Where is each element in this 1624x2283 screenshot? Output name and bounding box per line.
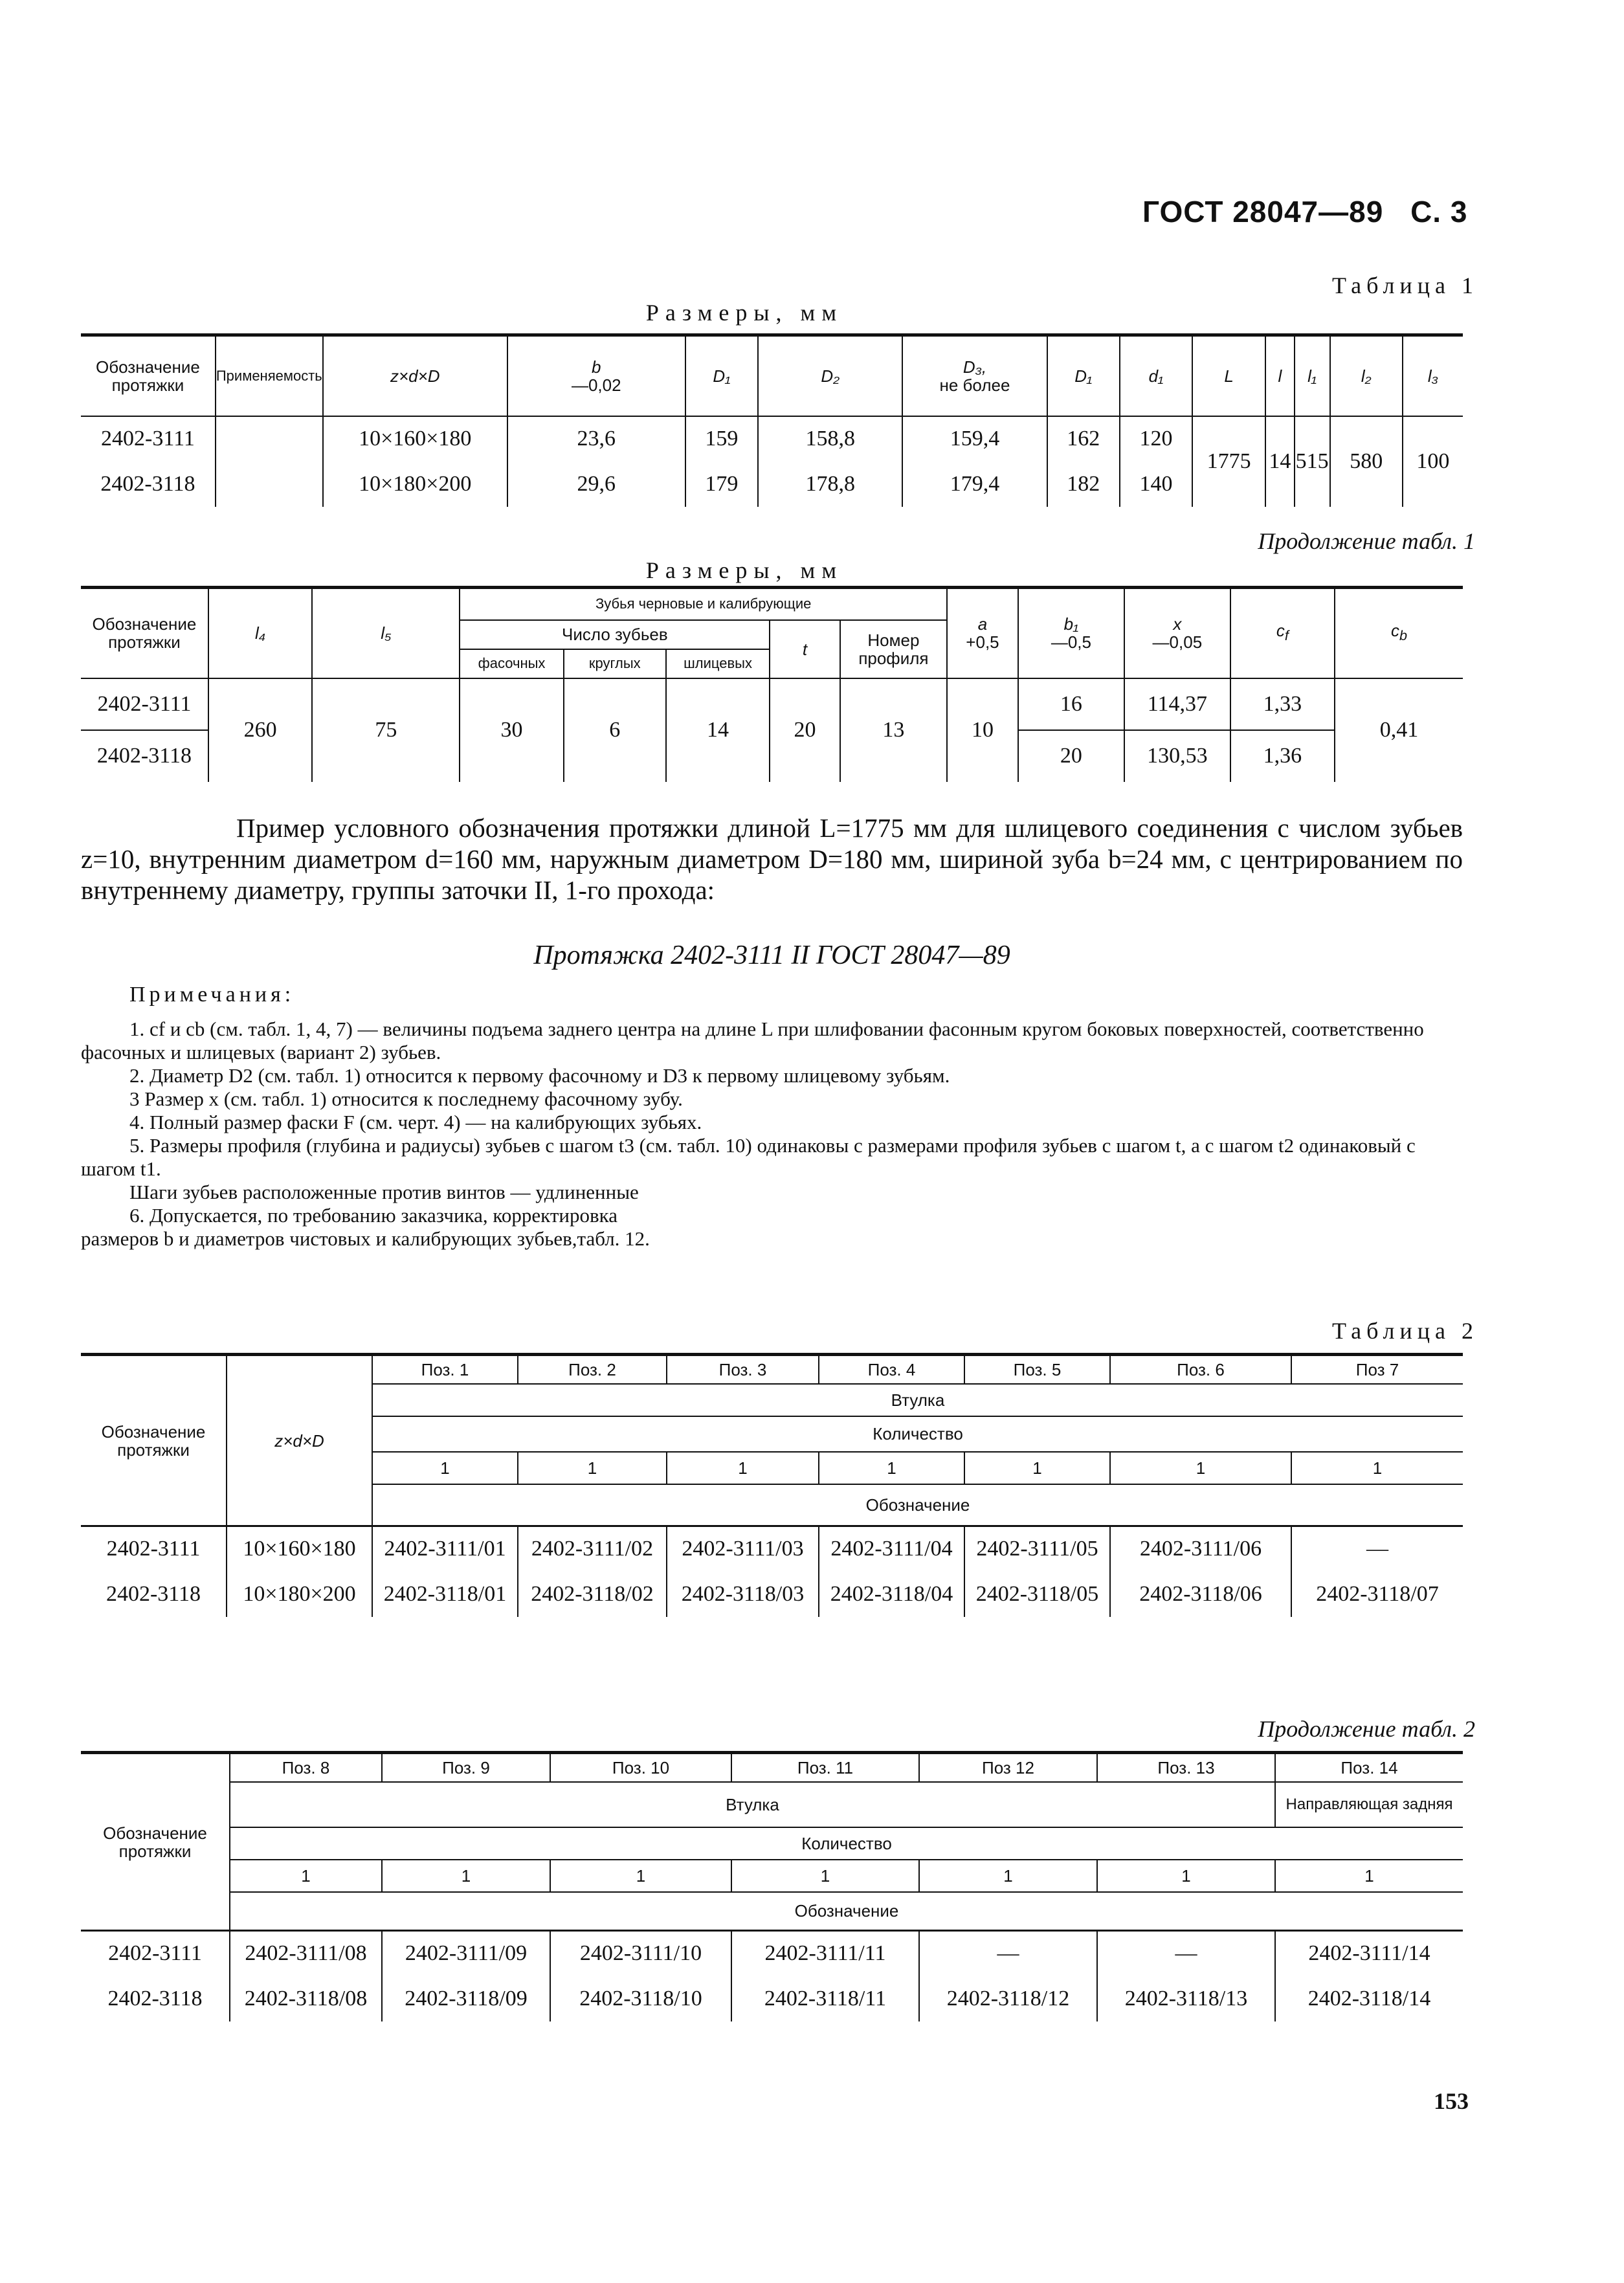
t1-h-D3: D₃, не более xyxy=(902,335,1047,416)
table2-cont xyxy=(81,1751,1463,2021)
t2c-h-designation: Обозначение протяжки xyxy=(103,1823,207,1861)
t2-qty: 1 xyxy=(819,1452,964,1484)
t1-l3: 100 xyxy=(1403,416,1463,507)
t2-r1-cell: 2402-3118/01 xyxy=(372,1572,518,1617)
t2-r1-cell: 2402-3118/06 xyxy=(1110,1572,1291,1617)
t2-h-part: Втулка xyxy=(372,1384,1463,1416)
t2-r0-cell: 2402-3111/06 xyxy=(1110,1526,1291,1572)
t1c-r1-cf: 1,36 xyxy=(1230,730,1335,782)
t2-h-pos: Поз. 4 xyxy=(819,1355,964,1384)
example-designation: Протяжка 2402-3111 II ГОСТ 28047—89 xyxy=(533,941,1010,970)
t1c-round: 6 xyxy=(564,678,666,782)
notes-list xyxy=(81,1018,1466,1251)
t2-h-pos: Поз. 3 xyxy=(667,1355,819,1384)
t2c-h-part2: Направляющая задняя xyxy=(1275,1782,1463,1827)
t2-h-pos: Поз. 1 xyxy=(372,1355,518,1384)
t2c-qty: 1 xyxy=(1275,1860,1463,1892)
t1c-h-b1: b₁ —0,5 xyxy=(1018,588,1124,678)
table1-caption: Таблица 1 xyxy=(1332,273,1478,298)
t2c-h-pos: Поз. 10 xyxy=(550,1753,731,1782)
t1c-h-profile: Номер профиля xyxy=(840,620,947,678)
t1-r1-b: 29,6 xyxy=(507,462,685,507)
t1c-r1-b1: 20 xyxy=(1018,730,1124,782)
t2-h-pos: Поз. 6 xyxy=(1110,1355,1291,1384)
t2c-h-quantity: Количество xyxy=(230,1827,1463,1860)
t2-r0-zdD: 10×160×180 xyxy=(227,1526,372,1572)
t2c-r0-cell: 2402-3111/10 xyxy=(550,1931,731,1976)
t1c-h-x: x —0,05 xyxy=(1124,588,1230,678)
t1c-h-l5: l₅ xyxy=(312,588,460,678)
t1-h-L: L xyxy=(1192,335,1265,416)
t2c-r1-cell: 2402-3118/11 xyxy=(731,1976,919,2021)
t1-r0-zdD: 10×160×180 xyxy=(323,416,507,462)
t2-h-pos: Поз 7 xyxy=(1291,1355,1463,1384)
page-number: 153 xyxy=(1434,2088,1469,2114)
t2c-h-pos: Поз 12 xyxy=(919,1753,1097,1782)
t2-qty: 1 xyxy=(667,1452,819,1484)
t1-r0-D1: 159 xyxy=(685,416,758,462)
t1-r1-zdD: 10×180×200 xyxy=(323,462,507,507)
t2-r0-cell: 2402-3111/01 xyxy=(372,1526,518,1572)
t1c-profile: 13 xyxy=(840,678,947,782)
t1c-cb: 0,41 xyxy=(1335,678,1463,782)
t2c-qty: 1 xyxy=(1097,1860,1275,1892)
t2-r1-cell: 2402-3118/05 xyxy=(964,1572,1110,1617)
t1c-h-a: a +0,5 xyxy=(947,588,1018,678)
t2-qty: 1 xyxy=(1291,1452,1463,1484)
note-item: размеров b и диаметров чистовых и калибрующих зубьев,табл. 12. xyxy=(81,1227,650,1250)
t2-h-pos: Поз. 2 xyxy=(518,1355,667,1384)
t2-r0-designation: 2402-3111 xyxy=(106,1537,201,1561)
t2-qty: 1 xyxy=(1110,1452,1291,1484)
t1c-h-spline: шлицевых xyxy=(666,649,770,678)
table2-caption: Таблица 2 xyxy=(1332,1318,1478,1344)
t1c-h-designation: Обозначение протяжки xyxy=(81,588,208,678)
t1-l2: 580 xyxy=(1330,416,1403,507)
t1-l1: 515 xyxy=(1295,416,1330,507)
t1c-l4: 260 xyxy=(208,678,313,782)
t1c-t: 20 xyxy=(770,678,840,782)
note-item: 5. Размеры профиля (глубина и радиусы) зубьев с шагом t3 (см. табл. 10) одинаковы с размерами профиля зубьев с шагом t, а с шагом t2 одинаковый с шагом t1. xyxy=(81,1134,1416,1180)
t2c-h-pos: Поз. 11 xyxy=(731,1753,919,1782)
t1-r1-D4: 182 xyxy=(1047,462,1120,507)
t1c-spline: 14 xyxy=(666,678,770,782)
t2c-qty: 1 xyxy=(230,1860,382,1892)
t2c-h-designation-label: Обозначение xyxy=(230,1892,1463,1931)
t1c-h-teeth-group: Зубья черновые и калибрующие xyxy=(460,588,947,620)
t2-h-pos: Поз. 5 xyxy=(964,1355,1110,1384)
t1-h-l: l xyxy=(1265,335,1295,416)
t2c-h-pos: Поз. 9 xyxy=(382,1753,550,1782)
gost-number: ГОСТ 28047—89 xyxy=(1142,195,1384,228)
t1-h-b: b —0,02 xyxy=(507,335,685,416)
t1c-r0-x: 114,37 xyxy=(1124,678,1230,730)
t2-r0-cell: — xyxy=(1291,1526,1463,1572)
t1c-l5: 75 xyxy=(312,678,460,782)
t1-h-applicability: Применяемость xyxy=(216,335,323,416)
t2c-qty: 1 xyxy=(382,1860,550,1892)
t2-r1-zdD: 10×180×200 xyxy=(227,1572,372,1617)
t2c-r0-cell: 2402-3111/14 xyxy=(1275,1931,1463,1976)
note-item: 2. Диаметр D2 (см. табл. 1) относится к первому фасочному и D3 к первому шлицевому зубьям. xyxy=(129,1064,950,1087)
t2-r1-cell: 2402-3118/07 xyxy=(1291,1572,1463,1617)
table1-subheading: Размеры, мм xyxy=(645,300,843,326)
t1-h-l1: l₁ xyxy=(1295,335,1330,416)
t2-r1-designation: 2402-3118 xyxy=(106,1581,201,1606)
t2c-r0-cell: — xyxy=(919,1931,1097,1976)
t1-h-D1: D₁ xyxy=(685,335,758,416)
t2-r1-cell: 2402-3118/02 xyxy=(518,1572,667,1617)
t1-r1-D1: 179 xyxy=(685,462,758,507)
t2c-h-pos: Поз. 13 xyxy=(1097,1753,1275,1782)
t1c-h-chamfer: фасочных xyxy=(460,649,563,678)
t1c-chamfer: 30 xyxy=(460,678,563,782)
t2c-h-pos: Поз. 14 xyxy=(1275,1753,1463,1782)
t1c-r1-x: 130,53 xyxy=(1124,730,1230,782)
t2c-r1-cell: 2402-3118/12 xyxy=(919,1976,1097,2021)
table1-cont xyxy=(81,586,1463,782)
t2c-r1-cell: 2402-3118/13 xyxy=(1097,1976,1275,2021)
t2c-qty: 1 xyxy=(731,1860,919,1892)
t1-h-l3: l₃ xyxy=(1403,335,1463,416)
t1c-r0-cf: 1,33 xyxy=(1230,678,1335,730)
t2-qty: 1 xyxy=(518,1452,667,1484)
page-ref: С. 3 xyxy=(1410,195,1468,228)
t2c-r0-cell: 2402-3111/09 xyxy=(382,1931,550,1976)
t2c-r1-designation: 2402-3118 xyxy=(107,1986,203,2010)
t1-r1-applicability xyxy=(216,462,323,507)
notes-title: Примечания: xyxy=(129,983,295,1007)
t1-h-D2: D₂ xyxy=(758,335,902,416)
t1c-h-l4: l₄ xyxy=(208,588,313,678)
t1-r0-D4: 162 xyxy=(1047,416,1120,462)
t2c-h-part: Втулка xyxy=(230,1782,1275,1827)
t1-h-designation: Обозначение протяжки xyxy=(81,335,216,416)
note-item: 6. Допускается, по требованию заказчика, корректировка xyxy=(129,1204,617,1227)
t2c-qty: 1 xyxy=(919,1860,1097,1892)
t2c-r1-cell: 2402-3118/09 xyxy=(382,1976,550,2021)
t1-h-l2: l₂ xyxy=(1330,335,1403,416)
t2c-r0-cell: 2402-3111/11 xyxy=(731,1931,919,1976)
t2-r0-cell: 2402-3111/03 xyxy=(667,1526,819,1572)
t1-h-d1: d₁ xyxy=(1120,335,1192,416)
t1c-r0-b1: 16 xyxy=(1018,678,1124,730)
t2c-r0-designation: 2402-3111 xyxy=(108,1941,202,1966)
t1c-r0-designation: 2402-3111 xyxy=(81,678,208,730)
t1-l: 14 xyxy=(1265,416,1295,507)
t2c-r0-cell: — xyxy=(1097,1931,1275,1976)
t1-r0-d1: 120 xyxy=(1120,416,1192,462)
t2c-r1-cell: 2402-3118/08 xyxy=(230,1976,382,2021)
table1-cont-subheading: Размеры, мм xyxy=(645,557,843,583)
t1-r0-applicability xyxy=(216,416,323,462)
table2-cont-caption: Продолжение табл. 2 xyxy=(1258,1716,1475,1742)
t2-h-quantity: Количество xyxy=(372,1416,1463,1452)
t1-r0-b: 23,6 xyxy=(507,416,685,462)
t2-r0-cell: 2402-3111/02 xyxy=(518,1526,667,1572)
note-item: 4. Полный размер фаски F (см. черт. 4) — на калибрующих зубьях. xyxy=(129,1111,702,1133)
t1-r1-designation: 2402-3118 xyxy=(100,471,195,496)
t1c-r1-designation: 2402-3118 xyxy=(96,744,192,768)
t1-h-zdD: z×d×D xyxy=(323,335,507,416)
t1c-h-cb: $c_b$ xyxy=(1335,588,1463,678)
t1-L: 1775 xyxy=(1192,416,1265,507)
t2c-qty: 1 xyxy=(550,1860,731,1892)
example-paragraph: Пример условного обозначения протяжки длиной L=1775 мм для шлицевого соединения с числом зубьев z=10, внутренним диаметром d=160 мм, наружным диаметром D=180 мм, шириной зуба b=24 мм, с центрированием по внутреннему диаметру, группы заточки II, 1-го прохода: xyxy=(81,813,1463,905)
t1-r0-designation: 2402-3111 xyxy=(101,427,195,451)
t1c-h-round: круглых xyxy=(564,649,666,678)
t1c-h-teeth-count: Число зубьев xyxy=(460,620,770,649)
t1c-h-cf: $c_f$ xyxy=(1230,588,1335,678)
table1 xyxy=(81,333,1463,507)
t2c-r1-cell: 2402-3118/10 xyxy=(550,1976,731,2021)
t2-h-zdD: z×d×D xyxy=(227,1355,372,1526)
t1-r1-D3: 179,4 xyxy=(902,462,1047,507)
t2-r1-cell: 2402-3118/04 xyxy=(819,1572,964,1617)
t2-qty: 1 xyxy=(372,1452,518,1484)
t2-r0-cell: 2402-3111/04 xyxy=(819,1526,964,1572)
table2 xyxy=(81,1353,1463,1617)
t2-h-designation: Обозначение протяжки xyxy=(101,1421,206,1460)
t1-h-D4: D₁ xyxy=(1047,335,1120,416)
t1-r1-D2: 178,8 xyxy=(758,462,902,507)
page-header xyxy=(1142,194,1467,229)
table1-cont-caption: Продолжение табл. 1 xyxy=(1258,528,1475,554)
t2-r1-cell: 2402-3118/03 xyxy=(667,1572,819,1617)
t2c-r0-cell: 2402-3111/08 xyxy=(230,1931,382,1976)
t2-r0-cell: 2402-3111/05 xyxy=(964,1526,1110,1572)
note-item: 1. cf и cb (см. табл. 1, 4, 7) — величины подъема заднего центра на длине L при шлифовании фасонным кругом боковых поверхностей, соответственно фасочных и шлицевых (вариант 2) зубьев. xyxy=(81,1018,1424,1064)
t1c-h-t: t xyxy=(770,620,840,678)
t1-r1-d1: 140 xyxy=(1120,462,1192,507)
note-item: 3 Размер x (см. табл. 1) относится к последнему фасочному зубу. xyxy=(129,1087,683,1110)
note-item: Шаги зубьев расположенные против винтов — удлиненные xyxy=(129,1181,639,1203)
t1c-a: 10 xyxy=(947,678,1018,782)
t1-r0-D3: 159,4 xyxy=(902,416,1047,462)
t2c-h-pos: Поз. 8 xyxy=(230,1753,382,1782)
t2-h-designation-label: Обозначение xyxy=(372,1484,1463,1526)
t2-qty: 1 xyxy=(964,1452,1110,1484)
t2c-r1-cell: 2402-3118/14 xyxy=(1275,1976,1463,2021)
t1-r0-D2: 158,8 xyxy=(758,416,902,462)
